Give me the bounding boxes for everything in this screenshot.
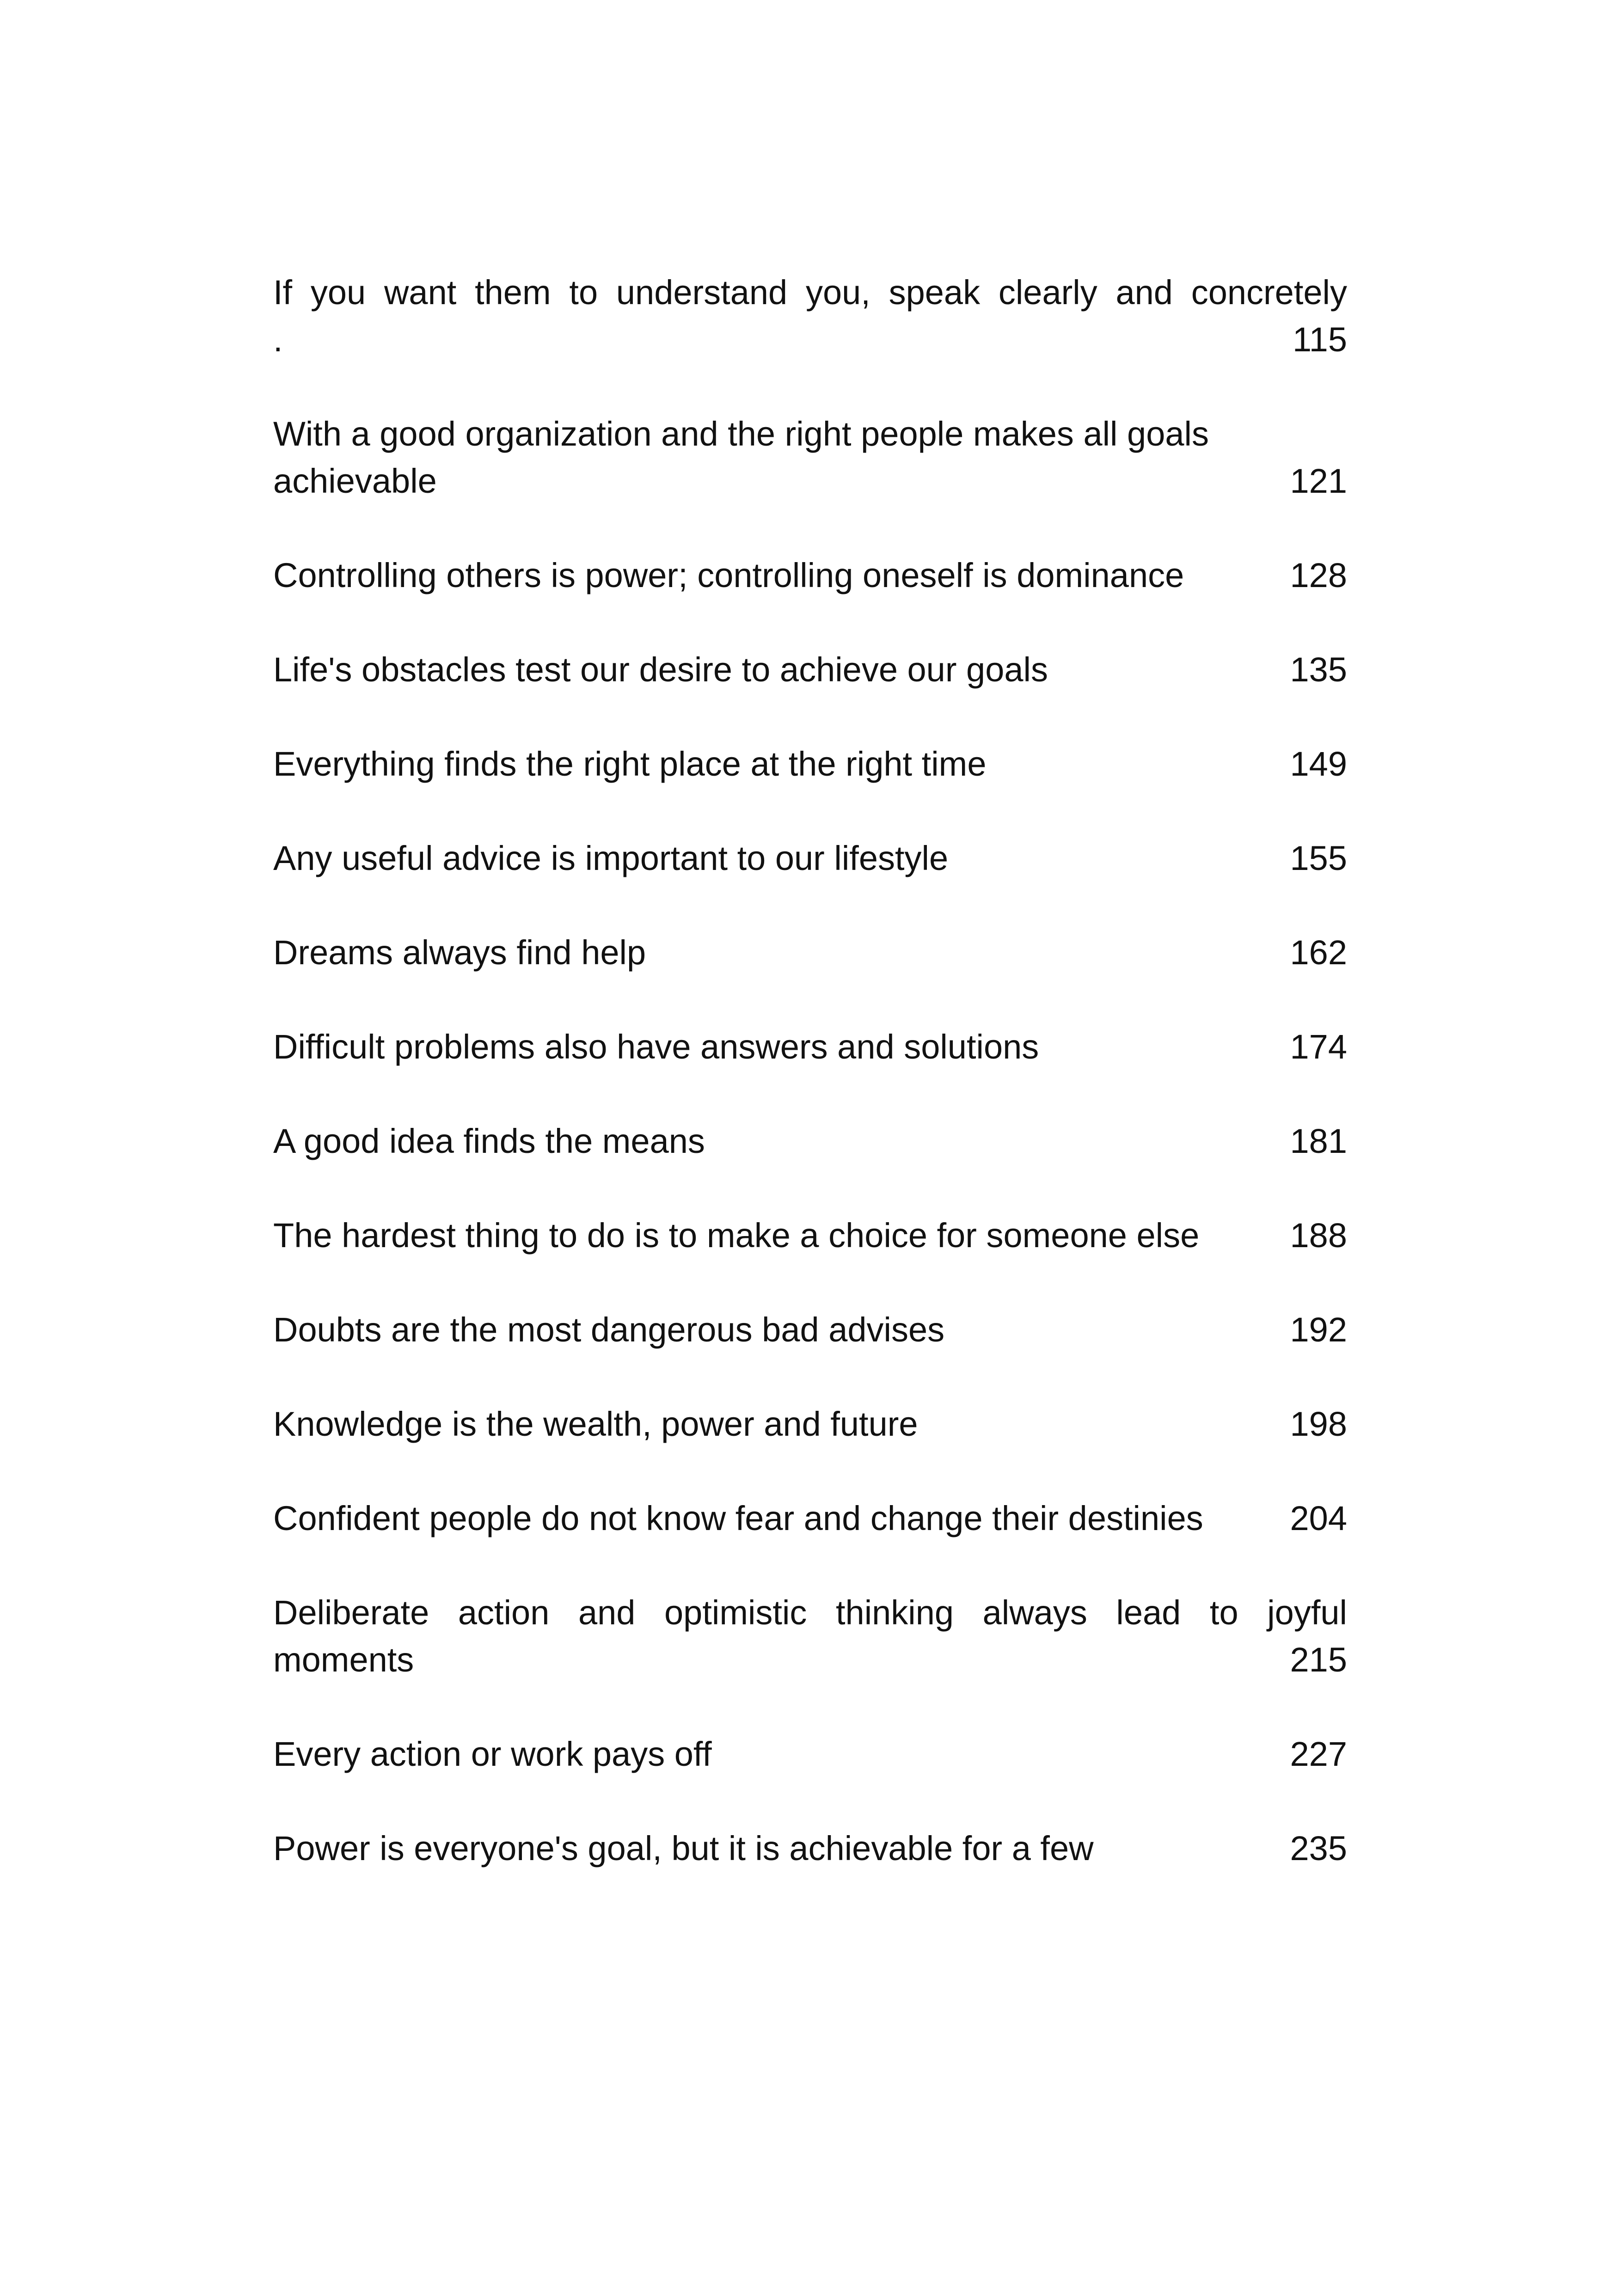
toc-entry-page: 181 — [1290, 1122, 1347, 1160]
toc-entry — [273, 1118, 1347, 1165]
toc-entry-title-line2: achievable — [273, 462, 437, 500]
toc-entry — [273, 646, 1347, 693]
toc-entry-page: 198 — [1290, 1405, 1347, 1443]
toc-entry-title: Power is everyone's goal, but it is achievable for a few — [273, 1829, 1094, 1867]
toc-entry-page: 215 — [1290, 1641, 1347, 1679]
toc-entry-page: 192 — [1290, 1310, 1347, 1349]
toc-entry — [273, 1212, 1347, 1259]
toc-entry-title-line2: moments — [273, 1641, 414, 1679]
toc-entry-page: 174 — [1290, 1028, 1347, 1066]
toc-entry — [273, 1401, 1347, 1448]
toc-entry-page: 121 — [1290, 462, 1347, 500]
toc-entry-page: 204 — [1290, 1499, 1347, 1537]
toc-entry-page: 235 — [1290, 1829, 1347, 1867]
toc-entry-title: Difficult problems also have answers and solutions — [273, 1028, 1039, 1066]
toc-entry-page: 115 — [1293, 320, 1347, 359]
toc-entry-title: Knowledge is the wealth, power and future — [273, 1405, 918, 1443]
toc-entry — [273, 1023, 1347, 1071]
toc-entry-title: Dreams always find help — [273, 933, 646, 972]
toc-entry-title: A good idea finds the means — [273, 1122, 705, 1160]
toc-entry-title: Everything finds the right place at the right time — [273, 745, 987, 783]
toc-entry-page: 162 — [1290, 933, 1347, 972]
toc-entry — [273, 552, 1347, 599]
toc-entry-page: 135 — [1290, 650, 1347, 689]
toc-entry-page: 188 — [1290, 1216, 1347, 1255]
toc-entry-title: Doubts are the most dangerous bad advises — [273, 1310, 945, 1349]
toc-entry-title-line1: If you want them to understand you, speak clearly and concretely — [273, 273, 1347, 312]
toc-entry — [273, 1306, 1347, 1353]
toc-entry-title: Controlling others is power; controlling oneself is dominance — [273, 556, 1184, 594]
toc-entry — [273, 1731, 1347, 1778]
toc-entry — [273, 929, 1347, 976]
toc-entry-title: Every action or work pays off — [273, 1735, 712, 1773]
toc-entry — [273, 1825, 1347, 1872]
toc-entry-page: 227 — [1290, 1735, 1347, 1773]
toc-entry-title-line2: . — [273, 320, 283, 359]
toc-entry-title: The hardest thing to do is to make a choice for someone else — [273, 1216, 1200, 1255]
toc-entry-title: Life's obstacles test our desire to achieve our goals — [273, 650, 1048, 689]
toc-entry-page: 149 — [1290, 745, 1347, 783]
toc-entry — [273, 835, 1347, 882]
toc-entry-page: 155 — [1290, 839, 1347, 877]
toc-entry-title-line1: Deliberate action and optimistic thinking always lead to joyful — [273, 1593, 1347, 1632]
toc-entry-title: Confident people do not know fear and change their destinies — [273, 1499, 1203, 1537]
table-of-contents — [273, 269, 1347, 1919]
toc-entry-title-line1: With a good organization and the right people makes all goals — [273, 415, 1209, 453]
toc-entry — [273, 1495, 1347, 1542]
toc-entry-title: Any useful advice is important to our lifestyle — [273, 839, 949, 877]
toc-entry — [273, 269, 1347, 363]
toc-entry — [273, 1589, 1347, 1684]
toc-entry-page: 128 — [1290, 556, 1347, 594]
toc-entry — [273, 741, 1347, 788]
toc-entry — [273, 410, 1347, 505]
